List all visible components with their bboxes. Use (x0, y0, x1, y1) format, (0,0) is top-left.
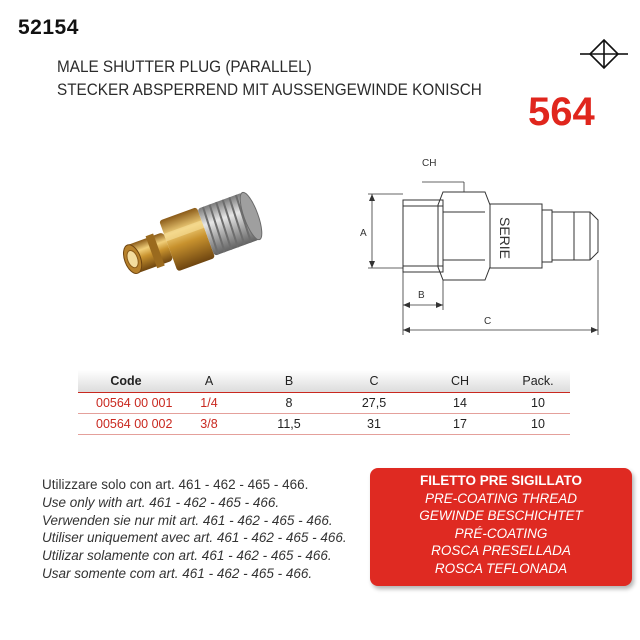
drawing-label-ch: CH (422, 158, 437, 169)
cell-pack: 10 (506, 393, 570, 414)
cell-a: 1/4 (174, 393, 244, 414)
column-header-b: B (244, 370, 334, 393)
product-title-en: MALE SHUTTER PLUG (PARALLEL) (57, 57, 312, 76)
column-header-a: A (174, 370, 244, 393)
usage-note-en: Use only with art. 461 - 462 - 465 - 466. (42, 494, 280, 510)
column-header-ch: CH (414, 370, 506, 393)
thread-box-line-en: PRE-COATING THREAD (424, 490, 577, 506)
cell-a: 3/8 (174, 414, 244, 435)
table-header-row (78, 370, 570, 393)
thread-box-line-pt: ROSCA TEFLONADA (434, 560, 568, 576)
technical-drawing (352, 150, 622, 345)
thread-box-title: FILETTO PRE SIGILLATO (419, 473, 582, 488)
cell-c: 31 (334, 414, 414, 435)
cell-code: 00564 00 001 (78, 393, 174, 414)
thread-box-line-de: GEWINDE BESCHICHTET (419, 508, 583, 524)
table-row (78, 393, 570, 414)
usage-note-fr: Utiliser uniquement avec art. 461 - 462 - 465 - 466. (42, 530, 347, 546)
spec-table (78, 370, 570, 435)
drawing-label-b: B (418, 290, 425, 301)
usage-note-de: Verwenden sie nur mit art. 461 - 462 - 465 - 466. (42, 512, 333, 528)
cell-b: 8 (244, 393, 334, 414)
series-number: 564 (528, 90, 595, 134)
drawing-body-text: SERIE (497, 216, 513, 260)
usage-note-it: Utilizzare solo con art. 461 - 462 - 465 - 466. (42, 477, 309, 492)
table-row (78, 414, 570, 435)
thread-box-line-fr: PRÉ-COATING (454, 525, 548, 541)
cell-ch: 17 (414, 414, 506, 435)
drawing-label-a: A (360, 228, 367, 239)
usage-notes (42, 476, 362, 583)
cell-pack: 10 (506, 414, 570, 435)
product-title-de: STECKER ABSPERREND MIT AUSSENGEWINDE KONISCH (57, 80, 482, 99)
drawing-label-c: C (484, 316, 492, 327)
cell-ch: 14 (414, 393, 506, 414)
thread-box-line-es: ROSCA PRESELLADA (431, 543, 571, 559)
pre-coating-thread-box (370, 468, 632, 586)
cell-code: 00564 00 002 (78, 414, 174, 435)
column-header-c: C (334, 370, 414, 393)
product-photo (108, 180, 278, 290)
usage-note-es: Utilizar solamente con art. 461 - 462 - 465 - 466. (42, 548, 332, 564)
product-code: 52154 (18, 16, 79, 39)
column-header-pack: Pack. (506, 370, 570, 393)
coupling-valve-symbol-icon (580, 36, 628, 72)
column-header-code: Code (78, 370, 174, 393)
cell-b: 11,5 (244, 414, 334, 435)
cell-c: 27,5 (334, 393, 414, 414)
usage-note-pt: Usar somente com art. 461 - 462 - 465 - 466. (42, 565, 313, 581)
